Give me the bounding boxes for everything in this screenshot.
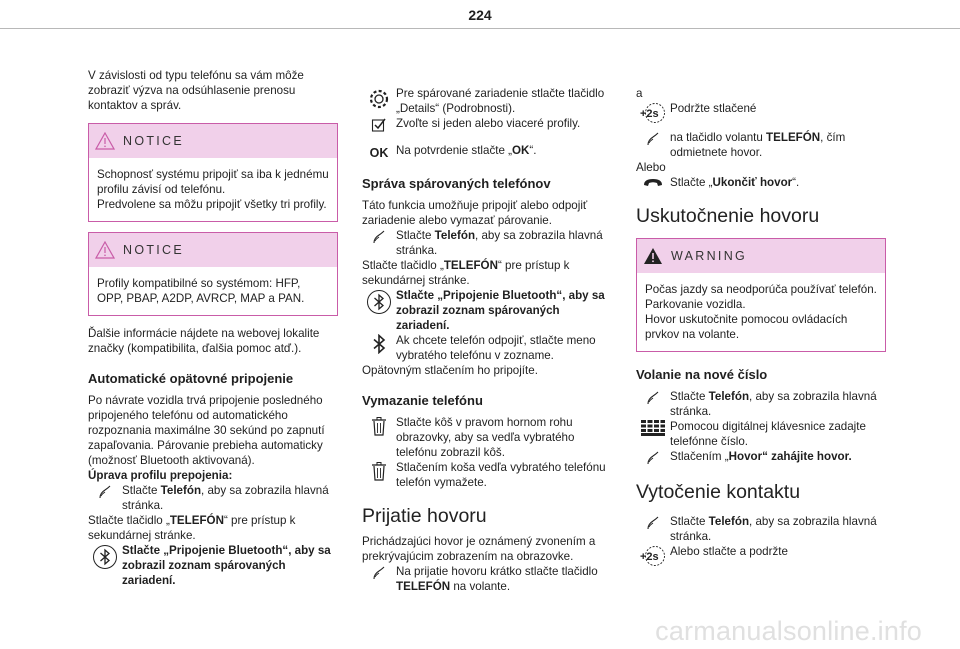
column-1 bbox=[88, 68, 338, 588]
auto-reconnect-heading: Automatické opätovné pripojenie bbox=[88, 371, 294, 386]
step-text: Na prijatie hovoru krátko stlačte tlačidlo TELEFÓN na volante. bbox=[396, 565, 598, 593]
touch-icon bbox=[645, 131, 661, 147]
warning-box bbox=[636, 238, 886, 352]
and-text: a bbox=[636, 87, 643, 100]
touch-icon bbox=[371, 229, 387, 245]
warning-text: Počas jazdy sa neodporúča používať telefón. bbox=[645, 283, 877, 296]
step-text: Pomocou digitálnej klávesnice zadajte telefónne číslo. bbox=[670, 420, 866, 448]
step-text: Stlačením koša vedľa vybratého telefónu telefón vymažete. bbox=[396, 461, 606, 489]
step-text: Stlačte Telefón, aby sa zobrazila hlavná stránka. bbox=[670, 390, 877, 418]
step-text: Stlačte Telefón, aby sa zobrazila hlavná stránka. bbox=[670, 515, 877, 543]
svg-text:+2s: +2s bbox=[640, 551, 659, 563]
svg-text:+2s: +2s bbox=[640, 108, 659, 120]
keypad-icon bbox=[641, 420, 665, 436]
confirm-text: Na potvrdenie stlačte „OK“. bbox=[396, 144, 537, 157]
step-text: Stlačte tlačidlo „TELEFÓN“ pre prístup k sekundárnej stránke. bbox=[88, 514, 296, 542]
notice-box-1 bbox=[88, 123, 338, 222]
manage-phones-heading: Správa spárovaných telefónov bbox=[362, 176, 551, 191]
page-number: 224 bbox=[468, 7, 492, 23]
notice-box-2 bbox=[88, 232, 338, 316]
column-2 bbox=[362, 86, 612, 594]
intro-text: V závislosti od typu telefónu sa vám môže zobraziť výzva na odsúhlasenie prenosu kontaktov a správ. bbox=[88, 69, 304, 112]
delete-phone-heading: Vymazanie telefónu bbox=[362, 393, 483, 408]
warning-title: WARNING bbox=[671, 248, 748, 263]
or-text: Alebo bbox=[636, 161, 666, 174]
profile-edit-label: Úprava profilu prepojenia: bbox=[88, 469, 233, 482]
warning-triangle-icon bbox=[643, 247, 663, 265]
touch-icon bbox=[645, 515, 661, 531]
step-text: Stlačte tlačidlo „TELEFÓN“ pre prístup k sekundárnej stránke. bbox=[362, 259, 570, 287]
step-text: Stlačte „Pripojenie Bluetooth“, aby sa zobrazil zoznam spárovaných zariadení. bbox=[122, 544, 331, 587]
dial-contact-heading: Vytočenie kontaktu bbox=[636, 481, 801, 503]
step-text: Ak chcete telefón odpojiť, stlačte meno vybratého telefónu v zozname. bbox=[396, 334, 596, 362]
step-text: Stlačením „Hovor“ zahájite hovor. bbox=[670, 450, 852, 463]
step-text: Stlačte „Ukončiť hovor“. bbox=[670, 176, 800, 189]
checkbox-icon bbox=[371, 117, 387, 133]
notice-text: Profily kompatibilné so systémom: HFP, OPP, PBAP, A2DP, AVRCP, MAP a PAN. bbox=[97, 277, 305, 305]
details-text: Pre spárované zariadenie stlačte tlačidlo „Details“ (Podrobnosti). bbox=[396, 87, 605, 115]
notice-triangle-icon bbox=[95, 132, 115, 150]
receive-call-heading: Prijatie hovoru bbox=[362, 505, 487, 527]
step-text: Stlačte kôš v pravom hornom rohu obrazovky, aby sa vedľa vybratého telefónu zobrazil kôš. bbox=[396, 416, 575, 459]
notice-text-2: Predvolene sa môžu pripojiť všetky tri profily. bbox=[97, 198, 327, 211]
hold-2s-icon bbox=[638, 102, 668, 124]
touch-icon bbox=[645, 450, 661, 466]
notice-title: NOTICE bbox=[123, 133, 185, 148]
gear-icon bbox=[367, 87, 391, 111]
hang-up-icon bbox=[642, 176, 664, 188]
manage-text: Táto funkcia umožňuje pripojiť alebo odpojiť zariadenie alebo vymazať párovanie. bbox=[362, 199, 588, 227]
new-number-heading: Volanie na nové číslo bbox=[636, 367, 768, 382]
warning-text-2: Parkovanie vozidla. bbox=[645, 298, 746, 311]
watermark: carmanualsonline.info bbox=[655, 616, 922, 646]
auto-reconnect-text: Po návrate vozidla trvá pripojenie posledného pripojeného telefónu od automatického rozpoznania maximálne 30 sekúnd po zapnutí zapaľovania. Párovanie prebieha automaticky (možnosť Bluetooth aktivovaná). bbox=[88, 394, 325, 467]
warning-text-3: Hovor uskutočnite pomocou ovládacích prvkov na volante. bbox=[645, 313, 848, 341]
trash-icon bbox=[371, 461, 387, 481]
hold-text: Podržte stlačené bbox=[670, 102, 757, 115]
column-3 bbox=[636, 86, 886, 567]
notice-title: NOTICE bbox=[123, 242, 185, 257]
make-call-heading: Uskutočnenie hovoru bbox=[636, 205, 820, 227]
bluetooth-icon bbox=[92, 544, 118, 570]
bluetooth-icon bbox=[366, 289, 392, 315]
hold-2s-icon bbox=[638, 545, 668, 567]
more-info-text: Ďalšie informácie nájdete na webovej lokalite značky (kompatibilita, ďalšia pomoc atď.). bbox=[88, 327, 320, 355]
notice-triangle-icon bbox=[95, 241, 115, 259]
step-text: Stlačte Telefón, aby sa zobrazila hlavná stránka. bbox=[122, 484, 329, 512]
step-text: na tlačidlo volantu TELEFÓN, čím odmietnete hovor. bbox=[670, 131, 846, 159]
step-text: Opätovným stlačením ho pripojíte. bbox=[362, 364, 538, 377]
step-text: Stlačte Telefón, aby sa zobrazila hlavná stránka. bbox=[396, 229, 603, 257]
receive-text: Prichádzajúci hovor je oznámený zvonením a prekrývajúcim zobrazením na obrazovke. bbox=[362, 535, 596, 563]
notice-text: Schopnosť systému pripojiť sa iba k jednému profilu závisí od telefónu. bbox=[97, 168, 329, 196]
touch-icon bbox=[97, 484, 113, 500]
touch-icon bbox=[645, 390, 661, 406]
ok-icon: OK bbox=[369, 146, 389, 160]
touch-icon bbox=[371, 565, 387, 581]
step-text: Alebo stlačte a podržte bbox=[670, 545, 788, 558]
step-text: Stlačte „Pripojenie Bluetooth“, aby sa zobrazil zoznam spárovaných zariadení. bbox=[396, 289, 605, 332]
header-divider bbox=[0, 28, 960, 29]
bluetooth-symbol-icon bbox=[371, 334, 387, 354]
trash-icon bbox=[371, 416, 387, 436]
select-profiles-text: Zvoľte si jeden alebo viaceré profily. bbox=[396, 117, 581, 130]
